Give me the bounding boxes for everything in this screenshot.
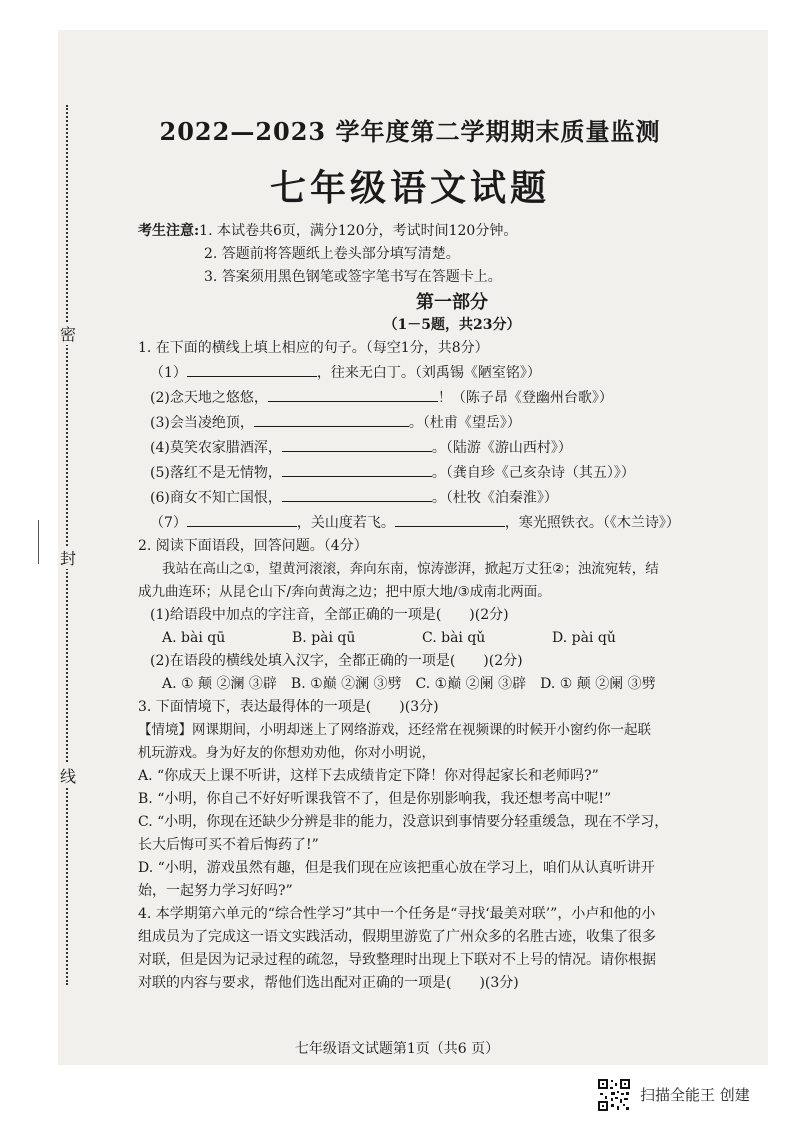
q2-passage-line-1: 我站在高山之①，望黄河滚滚，奔向东南，惊涛澎湃，掀起万丈狂②；浊流宛转，结 [162, 561, 659, 577]
q4-line-1: 4. 本学期第六单元的“综合性学习”其中一个任务是“寻找‘最美对联’”，小卢和他的小 [138, 906, 656, 922]
q3-option-c-2: 长大后悔可买不着后悔药了!” [138, 837, 319, 853]
q1-stem: 1. 在下面的横线上填上相应的句子。（每空1分，共8分） [138, 340, 489, 356]
exam-title: 2022—2023 学年度第二学期期末质量监测 [159, 117, 661, 146]
notice-label: 考生注意: [138, 223, 200, 239]
q1-line-2: (2)念天地之悠悠， ！（陈子昂《登幽州台歌》） [138, 385, 766, 410]
q1-line-7: （7） ，关山度若飞。 ，寒光照铁衣。（《木兰诗》） [138, 510, 766, 535]
binding-dotted-line [66, 105, 68, 985]
binding-char-xian: 线 [60, 764, 74, 787]
notice-item-3: 3. 答案须用黑色钢笔或签字笔书写在答题卡上。 [204, 269, 502, 285]
page-footer: 七年级语文试题第1页（共6 页） [294, 1041, 500, 1057]
q2-option-c: C. bài qǔ [422, 630, 486, 646]
notice-item-2: 2. 答题前将答题纸上卷头部分填写清楚。 [204, 246, 460, 262]
q2-passage-line-2: 成九曲连环；从昆仑山下/奔向黄海之边；把中原大地/③成南北两面。 [138, 584, 551, 600]
binding-bracket [38, 520, 39, 564]
qr-code-icon [597, 1078, 631, 1112]
q2-sub2: (2)在语段的横线处填入汉字，全都正确的一项是( )(2分) [150, 653, 523, 669]
q2-sub1: (1)给语段中加点的字注音，全部正确的一项是( )(2分) [150, 607, 509, 623]
scanner-brand-label: 扫描全能王 创建 [640, 1086, 750, 1104]
exam-subject-title: 七年级语文试题 [269, 167, 550, 209]
binding-char-mi: 密 [60, 322, 74, 345]
q2-option-a: A. bài qū [162, 630, 226, 646]
exam-content [138, 220, 766, 995]
q4-line-4: 对联的内容与要求，帮他们选出配对正确的一项是( )(3分) [138, 975, 519, 991]
q3-option-d-2: 始，一起努力学习好吗?” [138, 883, 293, 899]
q1-line-1: （1） ，往来无白丁。（刘禹锡《陋室铭》） [138, 360, 766, 385]
q2-option-b: B. pài qū [292, 630, 356, 646]
q4-line-3: 对联，但是因为记录过程的疏忽，导致整理时出现上下联对不上号的情况。请你根据 [138, 952, 656, 968]
q2-sub2-options: A. ① 颠 ②澜 ③辟 B. ①巅 ②澜 ③劈 C. ①巅 ②阑 ③辟 D. ① 颠 ②阑 ③劈 [162, 676, 656, 692]
q3-option-c-1: C. “小明，你现在还缺少分辨是非的能力，没意识到事情要分轻重缓急，现在不学习， [138, 814, 669, 830]
q3-option-a: A. “你成天上课不听讲，这样下去成绩肯定下降！你对得起家长和老师吗?” [138, 768, 599, 784]
q2-sub1-options [138, 627, 766, 650]
part-title: 第一部分 [416, 292, 488, 313]
q2-option-d: D. pài qǔ [552, 630, 616, 646]
q1-line-6: (6)商女不知亡国恨， 。（杜牧《泊秦淮》） [138, 485, 766, 510]
q3-stem: 3. 下面情境下，表达最得体的一项是( )(3分) [138, 699, 439, 715]
q1-line-4: (4)莫笑农家腊酒浑， 。（陆游《游山西村》） [138, 435, 766, 460]
q3-option-b: B. “小明，你自己不好好听课我管不了，但是你别影响我，我还想考高中呢!” [138, 791, 612, 807]
part-range: （1－5题，共23分） [383, 317, 521, 333]
binding-char-feng: 封 [60, 546, 74, 569]
q1-line-3: (3)会当凌绝顶， 。（杜甫《望岳》） [138, 410, 766, 435]
q3-option-d-1: D. “小明，游戏虽然有趣，但是我们现在应该把重心放在学习上，咱们从认真听讲开 [138, 860, 655, 876]
notice-item-1: 考生注意:1. 本试卷共6页，满分120分，考试时间120分钟。 [138, 223, 518, 239]
q1-line-5: (5)落红不是无情物， 。（龚自珍《己亥杂诗（其五）》） [138, 460, 766, 485]
q4-line-2: 组成员为了完成这一语文实践活动，假期里游览了广州众多的名胜古迹，收集了很多 [138, 929, 656, 945]
q2-stem: 2. 阅读下面语段，回答问题。（4分） [138, 538, 368, 554]
q3-context-1: 【情境】网课期间，小明却迷上了网络游戏，还经常在视频课的时候开小窗约你一起联 [138, 722, 651, 738]
q3-context-2: 机玩游戏。身为好友的你想劝劝他，你对小明说， [138, 745, 435, 761]
